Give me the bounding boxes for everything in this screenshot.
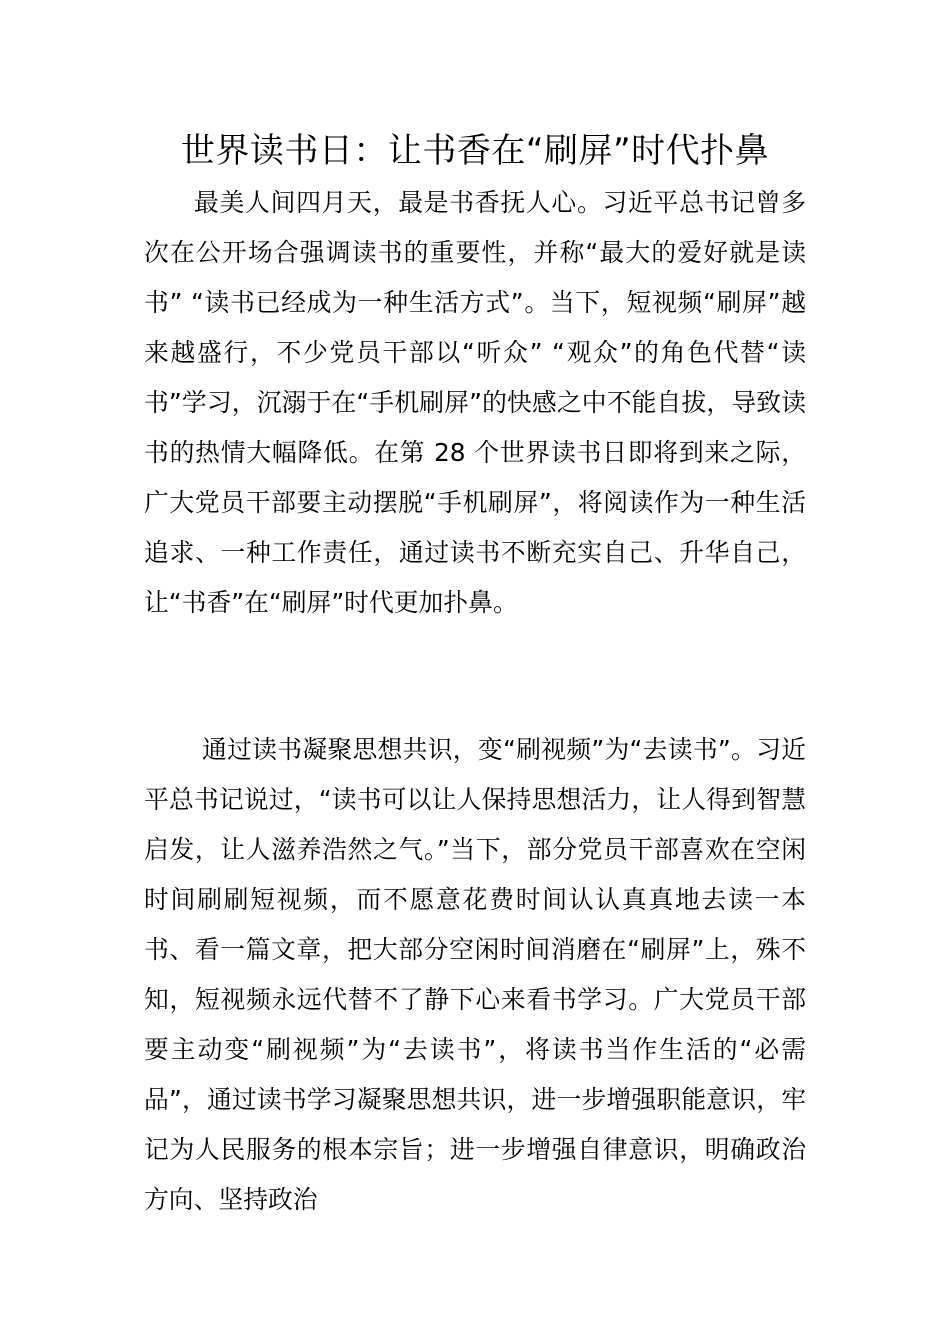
paragraph-2: 通过读书凝聚思想共识，变“刷视频”为“去读书”。习近平总书记说过，“读书可以让人保持思想活力，让人得到智慧启发，让人滋养浩然之气。”当下，部分党员干部喜欢在空闲时间刷刷短视频，而不愿意花费时间认认真真地去读一本书、看一篇文章，把大部分空闲时间消磨在“刷屏”上，殊不知，短视频永远代替不了静下心来看书学习。广大党员干部要主动变“刷视频”为“去读书”，将读书当作生活的“必需品”，通过读书学习凝聚思想共识，进一步增强职能意识，牢记为人民服务的根本宗旨；进一步增强自律意识，明确政治方向、坚持政治 (144, 735, 806, 1214)
paragraph-1: 最美人间四月天，最是书香抚人心。习近平总书记曾多次在公开场合强调读书的重要性，并称“最大的爱好就是读书” “读书已经成为一种生活方式”。当下，短视频“刷屏”越来越盛行，不少党员干部以“听众” “观众”的角色代替“读书”学习，沉溺于在“手机刷屏”的快感之中不能自拔，导致读书的热情大幅降低。在第 28 个世界读书日即将到来之际，广大党员干部要主动摆脱“手机刷屏”，将阅读作为一种生活追求、一种工作责任，通过读书不断充实自己、升华自己，让“书香”在“刷屏”时代更加扑鼻。 (144, 188, 806, 617)
document-title: 世界读书日：让书香在“刷屏”时代扑鼻 (180, 131, 770, 171)
